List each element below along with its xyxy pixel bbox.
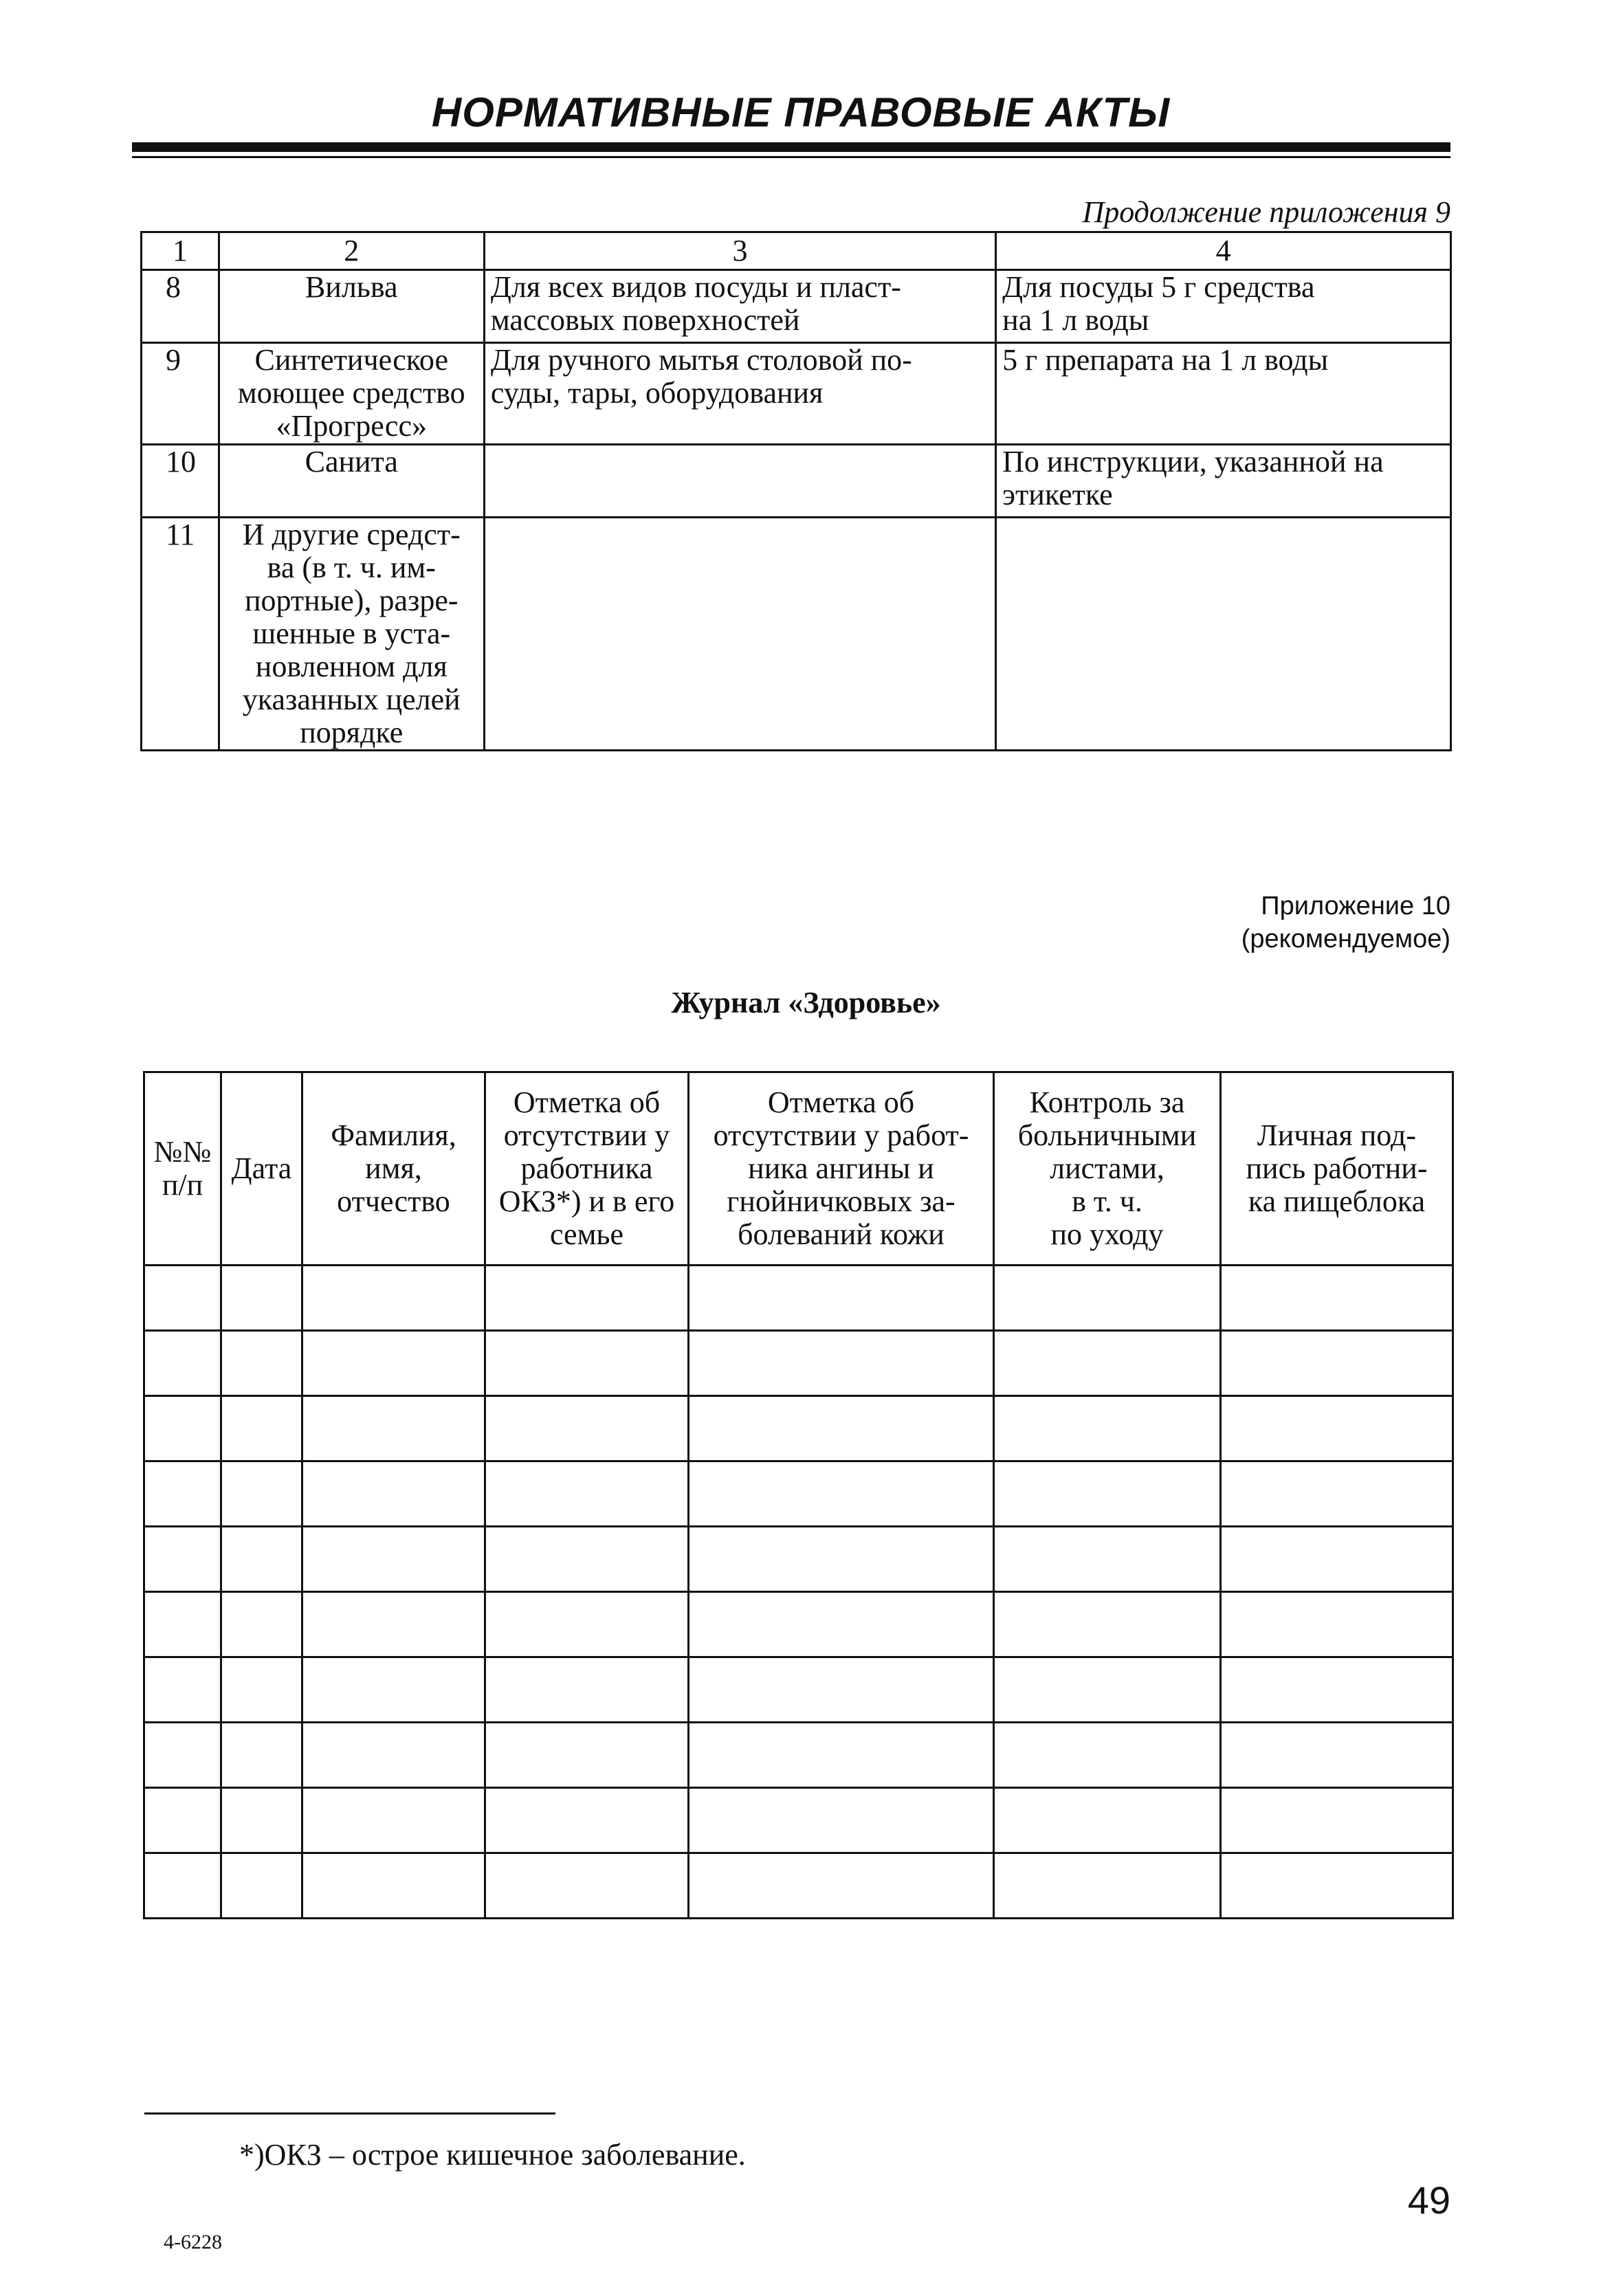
column-number-row — [142, 232, 1451, 270]
journal-cell — [1221, 1396, 1453, 1461]
journal-cell — [485, 1527, 689, 1592]
journal-cell — [689, 1527, 994, 1592]
journal-cell — [221, 1266, 302, 1331]
journal-cell — [689, 1461, 994, 1527]
header-rule-thin — [132, 156, 1450, 158]
journal-column-header: Контроль за больничными листами, в т. ч. по уходу — [994, 1072, 1221, 1266]
journal-cell — [144, 1657, 221, 1723]
column-number: 1 — [142, 232, 219, 270]
journal-column-header: Дата — [221, 1072, 302, 1266]
journal-cell — [144, 1853, 221, 1919]
application-purpose: Для всех видов посуды и пласт- массовых поверхностей — [484, 270, 995, 343]
journal-cell — [485, 1853, 689, 1919]
journal-cell — [689, 1331, 994, 1396]
footnote: *)ОКЗ – острое кишечное заболевание. — [239, 2138, 746, 2172]
journal-cell — [689, 1788, 994, 1853]
journal-cell — [302, 1592, 485, 1657]
journal-cell — [144, 1396, 221, 1461]
journal-cell — [485, 1657, 689, 1723]
journal-cell — [221, 1657, 302, 1723]
product-name: Санита — [219, 445, 484, 518]
journal-cell — [302, 1396, 485, 1461]
table-row — [142, 343, 1451, 445]
journal-cell — [1221, 1266, 1453, 1331]
journal-cell — [221, 1788, 302, 1853]
journal-cell — [1221, 1723, 1453, 1788]
page-number: 49 — [1407, 2178, 1450, 2222]
appendix-9-table — [140, 231, 1452, 751]
journal-cell — [994, 1266, 1221, 1331]
product-name: И другие средст- ва (в т. ч. им- портные), разре- шенные в уста- новленном для указанных целей порядке — [219, 518, 484, 751]
column-number: 3 — [484, 232, 995, 270]
appendix-status: (рекомендуемое) — [1241, 925, 1450, 953]
journal-cell — [485, 1396, 689, 1461]
journal-row — [144, 1266, 1453, 1331]
row-number: 10 — [142, 445, 219, 518]
journal-cell — [485, 1723, 689, 1788]
health-journal-table — [143, 1071, 1454, 1919]
print-code: 4-6228 — [164, 2231, 222, 2253]
journal-cell — [144, 1266, 221, 1331]
journal-row — [144, 1331, 1453, 1396]
journal-cell — [302, 1266, 485, 1331]
journal-cell — [221, 1331, 302, 1396]
journal-column-header: Отметка об отсутствии у работ- ника ангины и гнойничковых за- болеваний кожи — [689, 1072, 994, 1266]
column-number: 2 — [219, 232, 484, 270]
journal-cell — [221, 1527, 302, 1592]
journal-column-header: Отметка об отсутствии у работника ОКЗ*) и в его семье — [485, 1072, 689, 1266]
journal-cell — [144, 1461, 221, 1527]
dosage: 5 г препарата на 1 л воды — [996, 343, 1451, 445]
dosage — [996, 518, 1451, 751]
journal-row — [144, 1657, 1453, 1723]
journal-cell — [144, 1723, 221, 1788]
running-header-title: НОРМАТИВНЫЕ ПРАВОВЫЕ АКТЫ — [431, 89, 1171, 135]
journal-column-header: №№ п/п — [144, 1072, 221, 1266]
journal-row — [144, 1723, 1453, 1788]
table-row — [142, 518, 1451, 751]
journal-cell — [994, 1723, 1221, 1788]
journal-cell — [994, 1853, 1221, 1919]
product-name: Вильва — [219, 270, 484, 343]
journal-cell — [994, 1331, 1221, 1396]
journal-cell — [302, 1657, 485, 1723]
journal-cell — [144, 1527, 221, 1592]
application-purpose: Для ручного мытья столовой по- суды, тары, оборудования — [484, 343, 995, 445]
journal-cell — [1221, 1461, 1453, 1527]
journal-cell — [1221, 1853, 1453, 1919]
journal-cell — [689, 1657, 994, 1723]
table-row — [142, 270, 1451, 343]
journal-cell — [1221, 1657, 1453, 1723]
header-rule-thick — [132, 142, 1450, 152]
footnote-rule — [144, 2112, 555, 2115]
journal-cell — [994, 1396, 1221, 1461]
journal-cell — [221, 1853, 302, 1919]
journal-cell — [221, 1592, 302, 1657]
journal-cell — [994, 1592, 1221, 1657]
dosage: Для посуды 5 г средства на 1 л воды — [996, 270, 1451, 343]
journal-cell — [1221, 1331, 1453, 1396]
journal-row — [144, 1396, 1453, 1461]
journal-cell — [221, 1396, 302, 1461]
journal-cell — [689, 1592, 994, 1657]
journal-row — [144, 1853, 1453, 1919]
journal-cell — [689, 1723, 994, 1788]
journal-column-header: Фамилия, имя, отчество — [302, 1072, 485, 1266]
row-number: 9 — [142, 343, 219, 445]
column-number: 4 — [996, 232, 1451, 270]
journal-header-row — [144, 1072, 1453, 1266]
journal-title: Журнал «Здоровье» — [671, 986, 941, 1019]
journal-cell — [302, 1461, 485, 1527]
journal-cell — [485, 1592, 689, 1657]
journal-cell — [485, 1461, 689, 1527]
continuation-note: Продолжение приложения 9 — [1082, 195, 1450, 229]
journal-cell — [144, 1592, 221, 1657]
journal-cell — [302, 1331, 485, 1396]
dosage: По инструкции, указанной на этикетке — [996, 445, 1451, 518]
application-purpose — [484, 518, 995, 751]
journal-cell — [302, 1527, 485, 1592]
journal-row — [144, 1788, 1453, 1853]
journal-cell — [1221, 1592, 1453, 1657]
appendix-label — [1241, 890, 1450, 956]
row-number: 8 — [142, 270, 219, 343]
journal-row — [144, 1461, 1453, 1527]
journal-cell — [221, 1461, 302, 1527]
table-row — [142, 445, 1451, 518]
journal-column-header: Личная под- пись работни- ка пищеблока — [1221, 1072, 1453, 1266]
application-purpose — [484, 445, 995, 518]
journal-cell — [1221, 1788, 1453, 1853]
journal-cell — [689, 1853, 994, 1919]
journal-cell — [689, 1396, 994, 1461]
journal-row — [144, 1592, 1453, 1657]
journal-cell — [994, 1788, 1221, 1853]
journal-row — [144, 1527, 1453, 1592]
row-number: 11 — [142, 518, 219, 751]
journal-cell — [485, 1788, 689, 1853]
journal-cell — [485, 1266, 689, 1331]
journal-cell — [994, 1527, 1221, 1592]
journal-cell — [994, 1461, 1221, 1527]
journal-cell — [302, 1723, 485, 1788]
journal-cell — [302, 1788, 485, 1853]
product-name: Синтетическое моющее средство «Прогресс» — [219, 343, 484, 445]
journal-cell — [144, 1788, 221, 1853]
journal-cell — [1221, 1527, 1453, 1592]
journal-cell — [221, 1723, 302, 1788]
journal-cell — [144, 1331, 221, 1396]
journal-cell — [485, 1331, 689, 1396]
appendix-number: Приложение 10 — [1261, 892, 1450, 920]
journal-cell — [302, 1853, 485, 1919]
journal-cell — [689, 1266, 994, 1331]
journal-cell — [994, 1657, 1221, 1723]
